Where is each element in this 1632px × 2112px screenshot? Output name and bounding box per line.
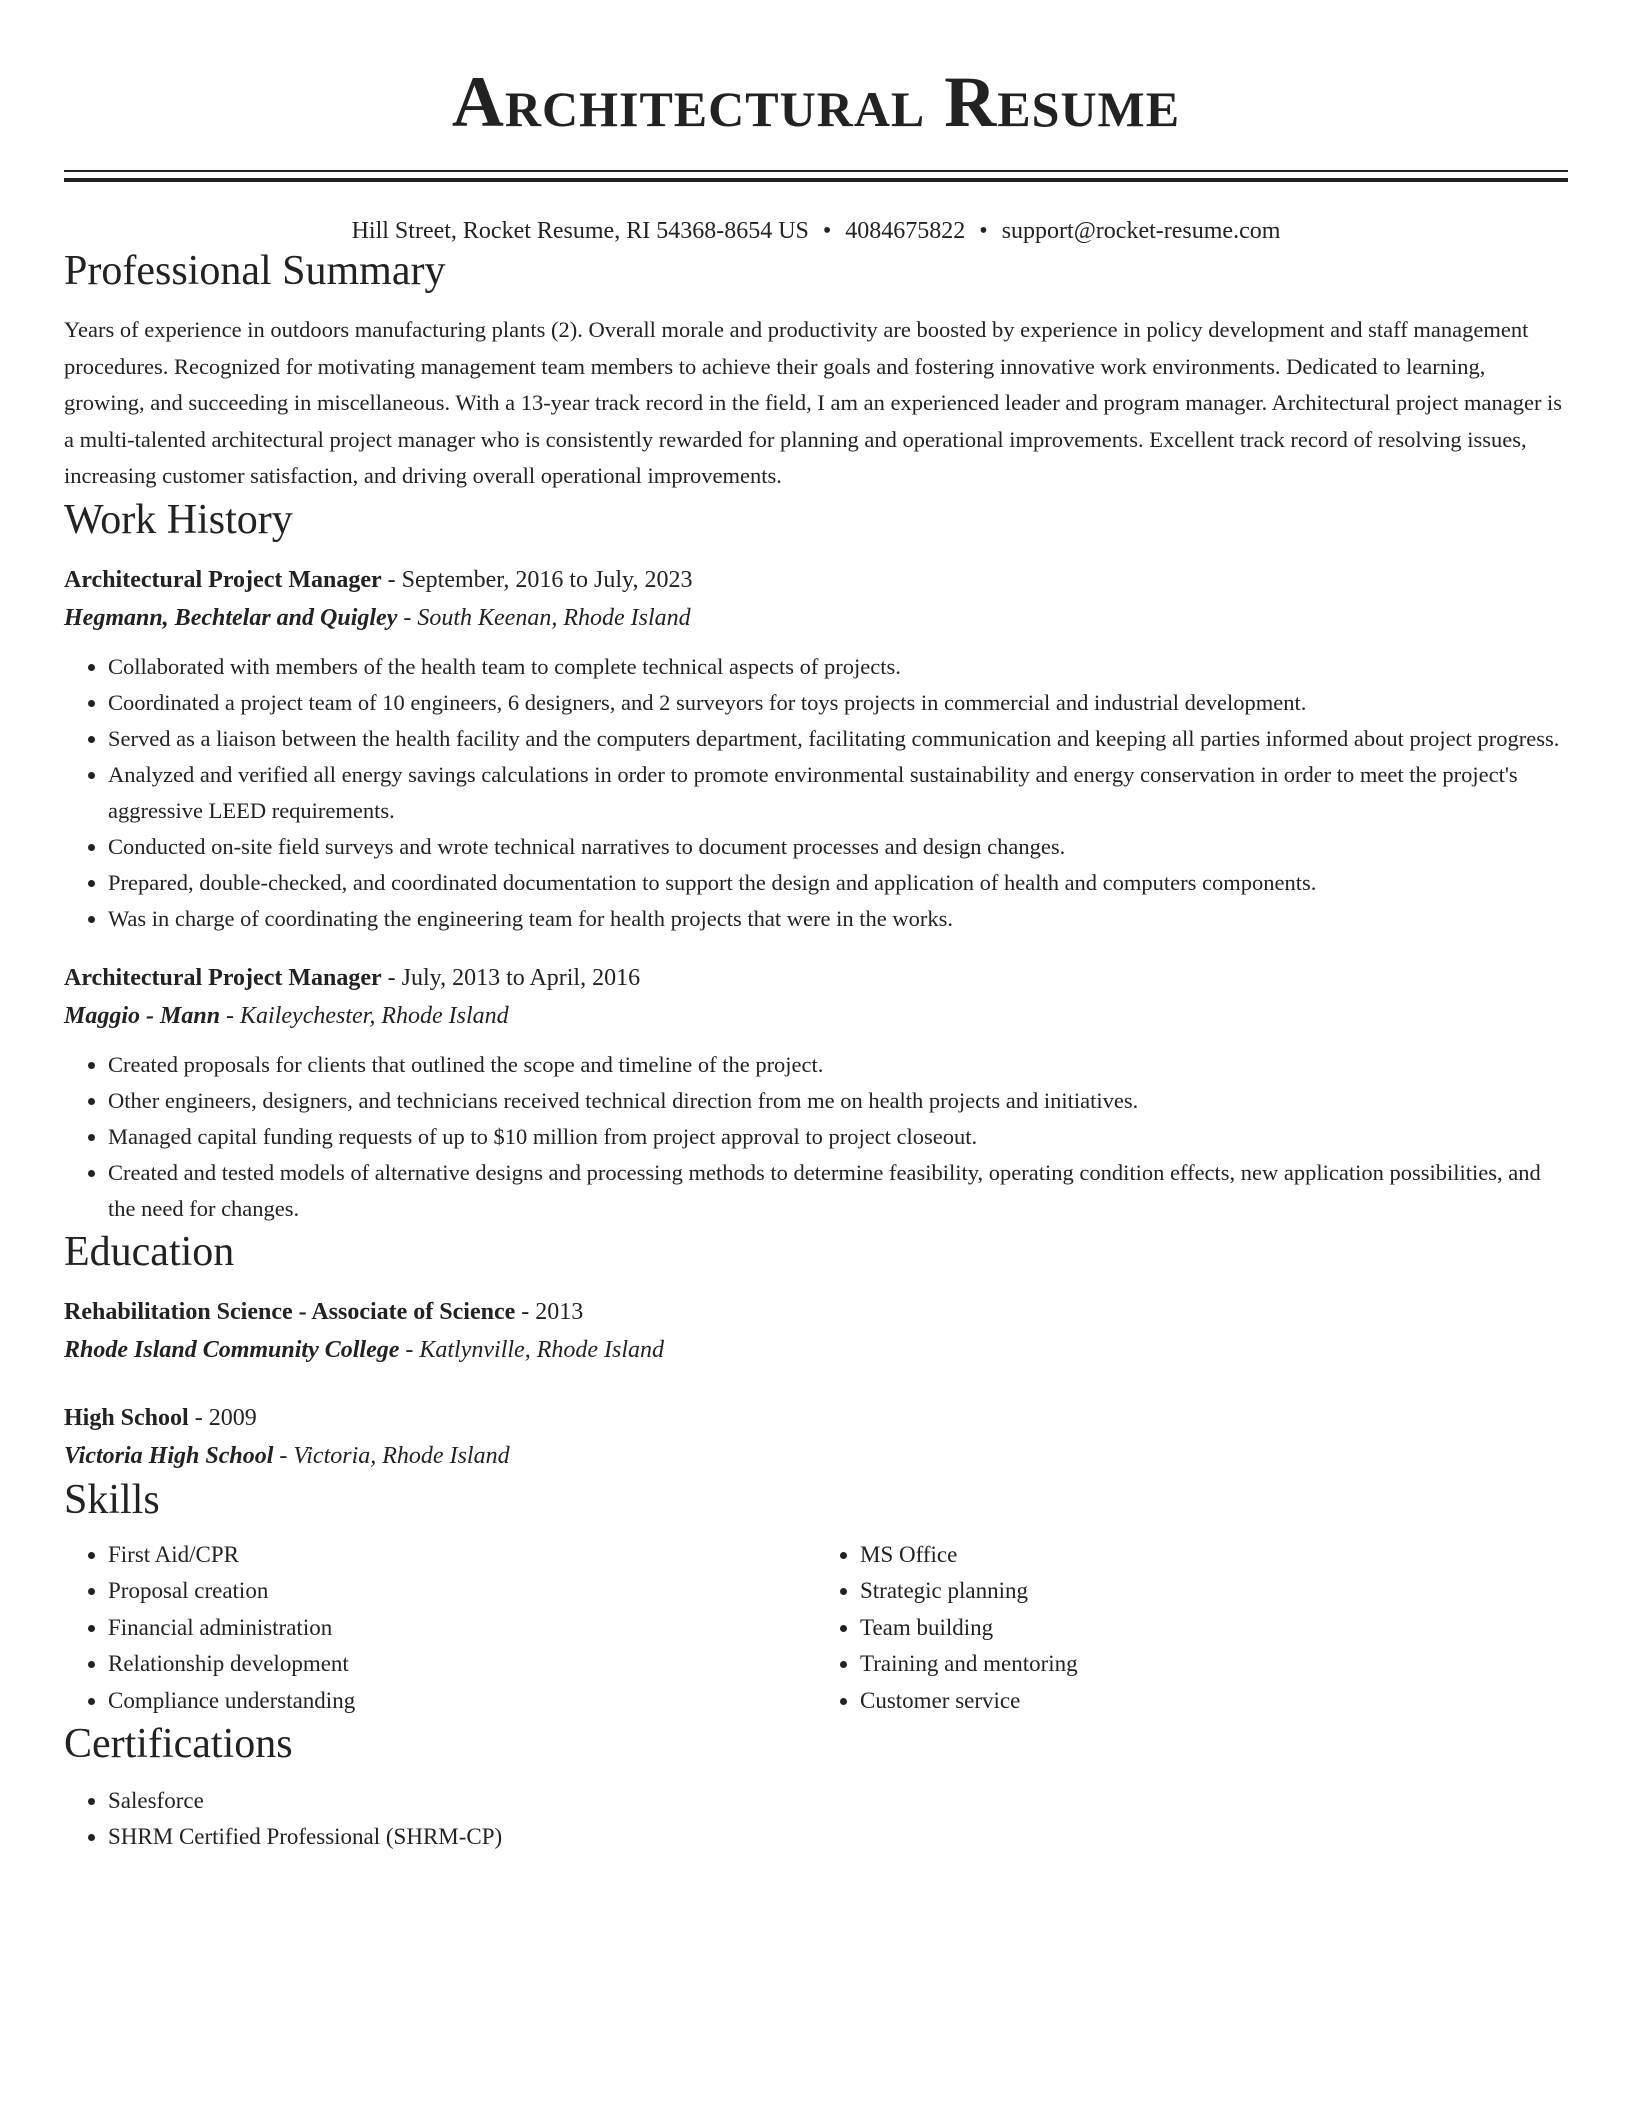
education-entry <box>64 1293 1568 1369</box>
job-company: Maggio - Mann <box>64 1002 221 1029</box>
contact-separator: • <box>822 218 832 244</box>
skill-item: • Training and mentoring <box>860 1646 1568 1683</box>
graduation-year: - 2013 <box>515 1298 584 1325</box>
job-org-line <box>64 599 1568 637</box>
skills-list-left <box>64 1537 816 1720</box>
contact-phone: 4084675822 <box>845 218 966 244</box>
list-item: • Managed capital funding requests of up to $10 million from project approval to project closeout. <box>108 1119 1568 1155</box>
job-dates: - September, 2016 to July, 2023 <box>381 566 693 593</box>
skill-item: • Compliance understanding <box>108 1683 816 1720</box>
list-item: • Other engineers, designers, and technicians received technical direction from me on health projects and initiatives. <box>108 1083 1568 1119</box>
skill-item: • Team building <box>860 1610 1568 1647</box>
school-name: Victoria High School <box>64 1442 274 1469</box>
list-item: • Conducted on-site field surveys and wrote technical narratives to document processes and design changes. <box>108 829 1568 865</box>
degree-line <box>64 1399 1568 1437</box>
skills-grid <box>64 1537 1568 1720</box>
list-item: • Created and tested models of alternative designs and processing methods to determine feasibility, operating condition effects, new application possibilities, and the need for changes. <box>108 1155 1568 1227</box>
list-item: • Served as a liaison between the health facility and the computers department, facilitating communication and keeping all parties informed about project progress. <box>108 721 1568 757</box>
list-item: • Was in charge of coordinating the engineering team for health projects that were in the works. <box>108 901 1568 937</box>
list-item: • Analyzed and verified all energy savings calculations in order to promote environmental sustainability and energy conservation in order to meet the project's aggressive LEED requirements. <box>108 757 1568 829</box>
summary-heading: Professional Summary <box>64 248 446 294</box>
job-entry <box>64 561 1568 937</box>
skill-item: • Customer service <box>860 1683 1568 1720</box>
job-title: Architectural Project Manager <box>64 964 382 991</box>
certification-item: • SHRM Certified Professional (SHRM-CP) <box>108 1819 1568 1855</box>
degree: Rehabilitation Science - Associate of Science <box>64 1298 516 1325</box>
job-duties-list <box>64 649 1568 937</box>
degree: High School <box>64 1404 189 1431</box>
contact-email: support@rocket-resume.com <box>1001 218 1281 244</box>
job-title: Architectural Project Manager <box>64 566 382 593</box>
school-name: Rhode Island Community College <box>64 1336 400 1363</box>
list-item: • Coordinated a project team of 10 engineers, 6 designers, and 2 surveyors for toys projects in commercial and industrial development. <box>108 685 1568 721</box>
education-entry <box>64 1399 1568 1475</box>
graduation-year: - 2009 <box>188 1404 257 1431</box>
contact-address: Hill Street, Rocket Resume, RI 54368-8654 US <box>351 218 809 244</box>
summary-text: Years of experience in outdoors manufacturing plants (2). Overall morale and productivity are boosted by experience in policy development and staff management procedures. Recognized for motivating management team members to achieve their goals and fostering innovative work environments. Dedicated to learning, growing, and succeeding in miscellaneous. With a 13-year track record in the field, I am an experienced leader and program manager. Architectural project manager is a multi-talented architectural project manager who is consistently rewarded for planning and operational improvements. Excellent track record of resolving issues, increasing customer satisfaction, and driving overall operational improvements. <box>64 317 1563 488</box>
list-item: • Created proposals for clients that outlined the scope and timeline of the project. <box>108 1047 1568 1083</box>
skill-item: • Relationship development <box>108 1646 816 1683</box>
certifications-heading: Certifications <box>64 1721 293 1767</box>
job-duties-list <box>64 1047 1568 1227</box>
title-divider <box>64 170 1568 182</box>
skill-item: • Proposal creation <box>108 1573 816 1610</box>
school-location: - Victoria, Rhode Island <box>273 1442 510 1469</box>
certifications-list <box>64 1783 1568 1855</box>
contact-separator: • <box>979 218 988 244</box>
work-history-heading: Work History <box>64 496 293 543</box>
skills-heading: Skills <box>64 1476 160 1523</box>
job-org-line <box>64 997 1568 1035</box>
list-item: • Prepared, double-checked, and coordinated documentation to support the design and application of health and computers components. <box>108 865 1568 901</box>
job-dates: - July, 2013 to April, 2016 <box>381 964 641 991</box>
skill-item: • First Aid/CPR <box>108 1537 816 1574</box>
school-line <box>64 1331 1568 1369</box>
skill-item: • Financial administration <box>108 1610 816 1647</box>
job-location: - South Keenan, Rhode Island <box>397 604 691 631</box>
skills-list-right <box>816 1537 1568 1720</box>
list-item: • Collaborated with members of the health team to complete technical aspects of projects. <box>108 649 1568 685</box>
job-title-line <box>64 959 1568 997</box>
job-company: Hegmann, Bechtelar and Quigley <box>64 604 398 631</box>
skill-item: • MS Office <box>860 1537 1568 1574</box>
job-location: - Kaileychester, Rhode Island <box>220 1002 509 1029</box>
contact-line <box>64 216 1568 246</box>
certification-item: • Salesforce <box>108 1783 1568 1819</box>
job-entry <box>64 959 1568 1227</box>
resume-title: Architectural Resume <box>451 62 1181 142</box>
school-line <box>64 1437 1568 1475</box>
school-location: - Katlynville, Rhode Island <box>399 1336 664 1363</box>
degree-line <box>64 1293 1568 1331</box>
education-heading: Education <box>64 1228 235 1275</box>
job-title-line <box>64 561 1568 599</box>
skill-item: • Strategic planning <box>860 1573 1568 1610</box>
